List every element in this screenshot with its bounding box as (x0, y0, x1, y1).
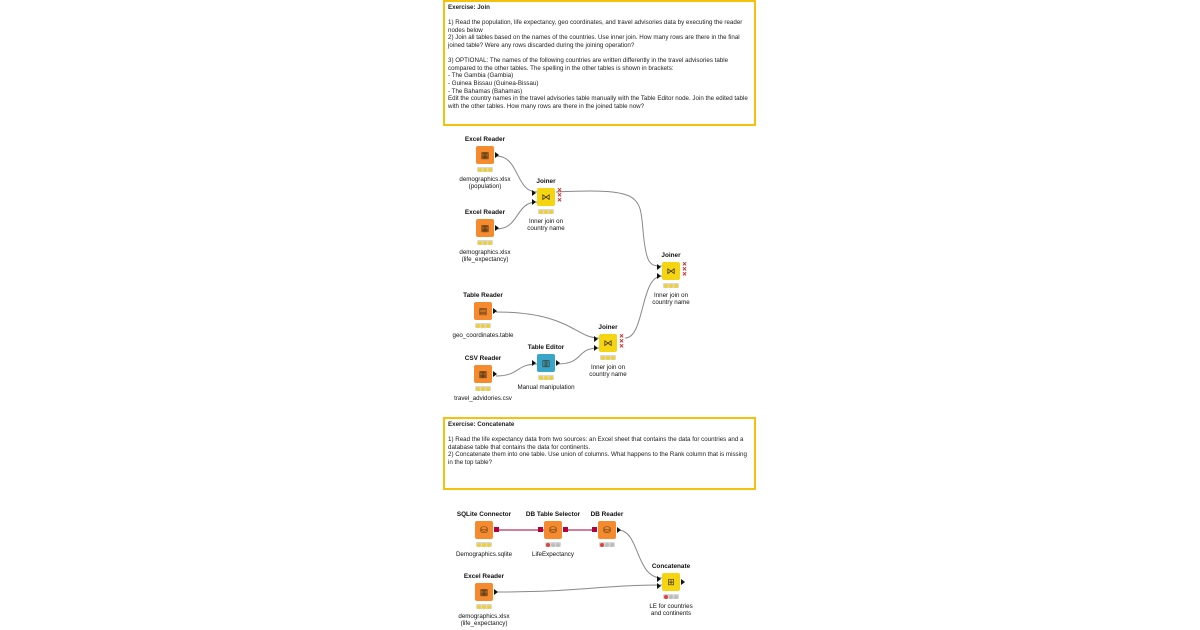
node-label[interactable]: demographics.xlsx (life_expectancy) (459, 249, 511, 264)
node-status (538, 209, 554, 214)
node-title: CSV Reader (464, 355, 502, 362)
input-port[interactable] (657, 583, 661, 589)
output-port-x-icon[interactable]: ✕ ✕ ✕ (556, 188, 562, 204)
node-joiner-1[interactable] (506, 177, 586, 233)
node-db-reader[interactable] (567, 510, 647, 547)
output-port[interactable] (556, 360, 560, 366)
node-concatenate[interactable] (631, 562, 711, 618)
node-label[interactable]: demographics.xlsx (population) (459, 176, 511, 191)
node-label[interactable]: LE for countries and continents (649, 603, 693, 618)
node-icon-box[interactable] (598, 521, 616, 539)
node-label[interactable]: Inner join on country name (589, 364, 627, 379)
node-label[interactable]: Inner join on country name (527, 218, 565, 233)
node-status (599, 542, 615, 547)
node-label[interactable]: Inner join on country name (652, 292, 690, 307)
node-status (475, 323, 491, 328)
annotation-join-line: 3) OPTIONAL: The names of the following countries are written differently in the travel advisories table compared to the other tables. The spelling in the other tables is shown in brackets: (448, 57, 729, 72)
db-input-port[interactable] (592, 527, 597, 532)
node-icon-box[interactable] (599, 334, 624, 352)
node-status (663, 594, 679, 599)
node-title: Joiner (536, 178, 556, 185)
db-table-selector-icon: ⛁ (549, 525, 557, 535)
table-reader-icon: ▤ (478, 306, 488, 316)
node-excel-reader-concat[interactable] (444, 572, 524, 628)
excel-reader-icon: ▦ (479, 587, 489, 597)
annotation-join-line: - The Gambia (Gambia) (448, 72, 514, 80)
node-label[interactable]: travel_advidories.csv (454, 395, 512, 402)
annotation-concat-line: 1) Read the life expectancy data from two sources: an Excel sheet that contains the data for countries and a database table that contains the data for continents. (448, 436, 744, 451)
node-icon-box[interactable] (662, 573, 680, 591)
output-port[interactable] (494, 589, 498, 595)
concatenate-icon: ⊞ (667, 577, 675, 587)
output-port[interactable] (617, 527, 621, 533)
node-title: Excel Reader (464, 136, 506, 143)
annotation-concat-title: Exercise: Concatenate (448, 421, 515, 428)
node-title: Table Editor (527, 344, 565, 351)
table-editor-icon: ▥ (541, 358, 551, 368)
annotation-join-line: Edit the country names in the travel advisories table manually with the Table Editor node. Join the edited table with the other tables. How many rows are there in the joined table now? (448, 95, 748, 110)
db-input-port[interactable] (538, 527, 543, 532)
node-icon-box[interactable] (476, 219, 494, 237)
node-title: Table Reader (463, 292, 503, 299)
annotation-join-line: 2) Join all tables based on the names of the countries. Use inner join. How many rows are there in the final joined table? Were any rows discarded during the joining operation? (448, 34, 740, 49)
output-port[interactable] (493, 371, 497, 377)
node-label[interactable]: demographics.xlsx (life_expectancy) (458, 613, 510, 628)
output-port-x-icon[interactable]: ✕ ✕ ✕ (681, 262, 687, 278)
node-title: Joiner (661, 252, 681, 259)
input-port[interactable] (594, 336, 598, 342)
node-icon-box[interactable] (537, 354, 555, 372)
node-label[interactable]: geo_coordinates.table (452, 332, 514, 339)
annotation-concat-line: 2) Concatenate them into one table. Use union of columns. What happens to the Rank column that is missing in the top table? (448, 451, 747, 466)
node-icon-box[interactable] (476, 146, 494, 164)
joiner-icon: ⋈ (666, 266, 676, 276)
node-icon-box[interactable] (544, 521, 562, 539)
node-title: Excel Reader (463, 573, 505, 580)
node-icon-box[interactable] (662, 262, 687, 280)
output-port[interactable] (495, 225, 499, 231)
node-icon-box[interactable] (474, 302, 492, 320)
csv-reader-icon: ▦ (478, 369, 488, 379)
node-title: DB Table Selector (525, 511, 581, 518)
node-title: DB Reader (590, 511, 624, 518)
input-port[interactable] (657, 576, 661, 582)
output-port-x-icon[interactable]: ✕ ✕ ✕ (618, 334, 624, 350)
node-sqlite-connector[interactable] (444, 510, 524, 558)
annotation-join-line: - Guinea Bissau (Guinea-Bissau) (448, 79, 539, 87)
node-status (538, 375, 554, 380)
node-icon-box[interactable] (474, 365, 492, 383)
node-title: Excel Reader (464, 209, 506, 216)
joiner-icon: ⋈ (603, 338, 613, 348)
input-port[interactable] (532, 360, 536, 366)
excel-reader-icon: ▦ (480, 223, 490, 233)
output-port[interactable] (495, 152, 499, 158)
input-port[interactable] (594, 345, 598, 351)
db-reader-icon: ⛁ (603, 525, 611, 535)
annotation-join-line: 1) Read the population, life expectancy, geo coordinates, and travel advisories data by executing the reader nodes below (448, 19, 743, 34)
node-label[interactable]: Manual manipulation (517, 384, 575, 391)
node-icon-box[interactable] (537, 188, 562, 206)
excel-reader-icon: ▦ (480, 150, 490, 160)
input-port[interactable] (532, 190, 536, 196)
annotation-join-title: Exercise: Join (448, 4, 490, 11)
annotation-concatenate (443, 417, 756, 490)
node-icon-box[interactable] (475, 521, 493, 539)
node-joiner-3[interactable] (631, 251, 711, 307)
db-output-port[interactable] (494, 527, 499, 532)
node-title: Concatenate (651, 563, 691, 570)
node-title: SQLite Connector (456, 511, 512, 518)
input-port[interactable] (657, 273, 661, 279)
node-status (477, 240, 493, 245)
output-port[interactable] (681, 579, 685, 585)
node-label[interactable]: Demographics.sqlite (455, 551, 513, 558)
node-icon-box[interactable] (475, 583, 493, 601)
node-status (663, 283, 679, 288)
node-csv-reader[interactable] (443, 354, 523, 402)
node-table-reader[interactable] (443, 291, 523, 339)
sqlite-connector-icon: ⛁ (480, 525, 488, 535)
node-title: Joiner (598, 324, 618, 331)
node-status (476, 542, 492, 547)
node-status (475, 386, 491, 391)
annotation-join (443, 0, 756, 126)
annotation-join-line: - The Bahamas (Bahamas) (448, 87, 523, 95)
output-port[interactable] (493, 308, 497, 314)
node-label[interactable]: LifeExpectancy (532, 551, 574, 558)
node-status (545, 542, 561, 547)
node-status (477, 167, 493, 172)
input-port[interactable] (657, 264, 661, 270)
node-status (476, 604, 492, 609)
joiner-icon: ⋈ (541, 192, 551, 202)
node-status (600, 355, 616, 360)
input-port[interactable] (532, 199, 536, 205)
